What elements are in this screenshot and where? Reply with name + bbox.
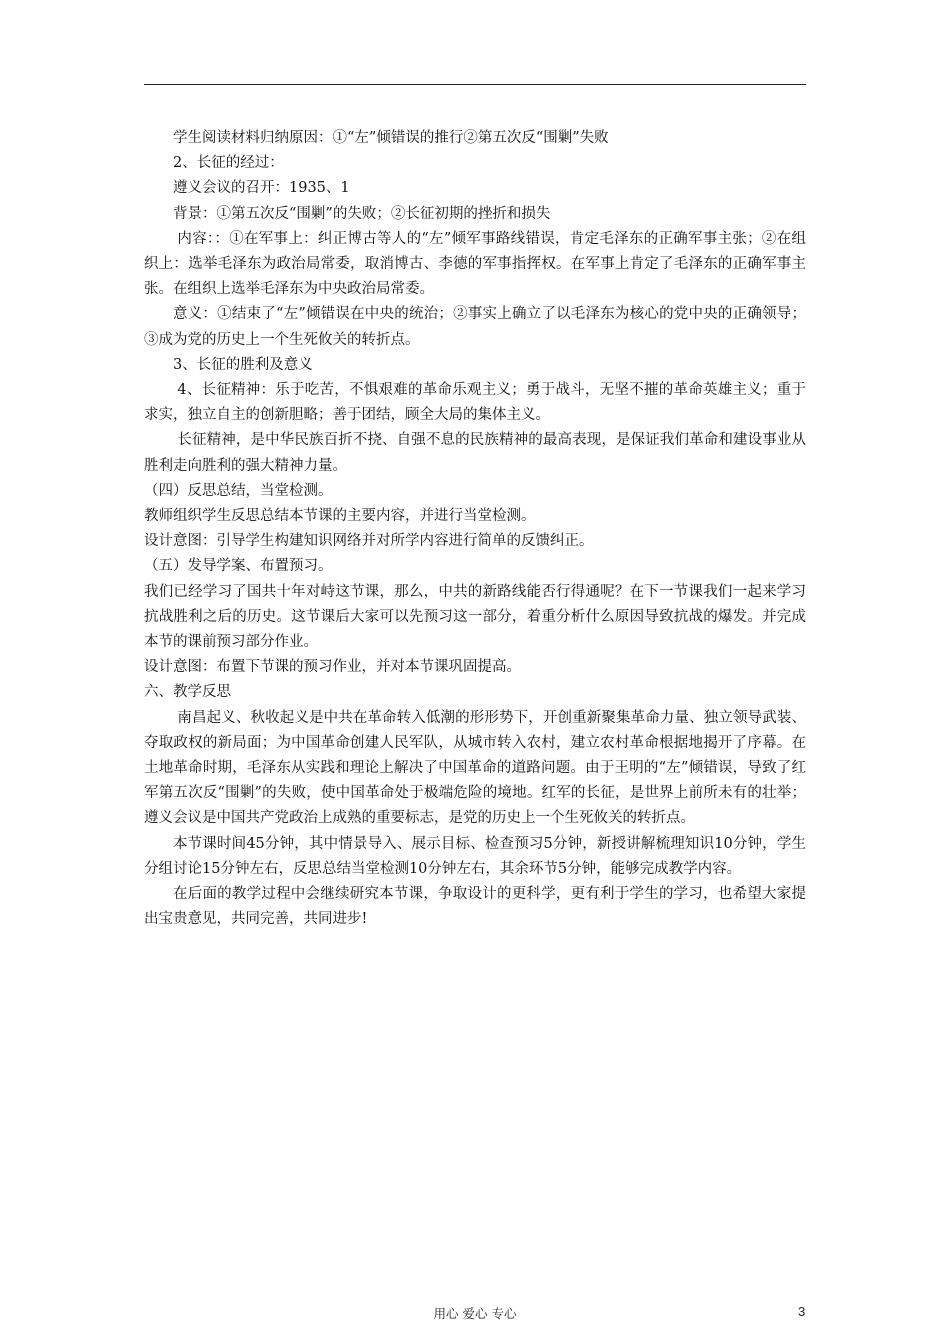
paragraph: 2、长征的经过： — [173, 155, 284, 172]
page-number: 3 — [798, 1304, 806, 1319]
paragraph: 设计意图：布置下节课的预习作业，并对本节课巩固提高。 — [144, 659, 521, 676]
paragraph: 背景：①第五次反“围剿”的失败；②长征初期的挫折和损失 — [173, 205, 551, 222]
paragraph: 设计意图：引导学生构建知识网络并对所学内容进行简单的反馈纠正。 — [144, 533, 594, 550]
paragraph: 长征精神，是中华民族百折不挠、自强不息的民族精神的最高表现，是保证我们革命和建设事业从胜利走向胜利的强大精神力量。 — [144, 432, 806, 474]
document-body — [144, 126, 806, 933]
paragraph: 意义：①结束了“左”倾错误在中央的统治；②事实上确立了以毛泽东为核心的党中央的正确领导；③成为党的历史上一个生死攸关的转折点。 — [144, 306, 806, 348]
paragraph: 遵义会议的召开：1935、1 — [173, 180, 350, 197]
paragraph: 3、长征的胜利及意义 — [173, 356, 313, 373]
paragraph: 在后面的教学过程中会继续研究本节课，争取设计的更科学，更有利于学生的学习，也希望大家提出宝贵意见，共同完善，共同进步! — [144, 886, 806, 928]
paragraph: 内容：：①在军事上：纠正博古等人的“左”倾军事路线错误，肯定毛泽东的正确军事主张；②在组织上：选举毛泽东为政治局常委，取消博古、李德的军事指挥权。在军事上肯定了毛泽东的正确军事主张。在组织上选举毛泽东为中央政治局常委。 — [144, 230, 806, 298]
footer-slogan: 用心 爱心 专心 — [433, 1306, 517, 1321]
section-heading: （四）反思总结，当堂检测。 — [144, 482, 333, 499]
paragraph: 我们已经学习了国共十年对峙这节课，那么，中共的新路线能否行得通呢？在下一节课我们一起来学习抗战胜利之后的历史。这节课后大家可以先预习这一部分，着重分析什么原因导致抗战的爆发。并完成本节的课前预习部分作业。 — [144, 583, 806, 651]
section-heading: （五）发导学案、布置预习。 — [144, 558, 333, 575]
paragraph: 本节课时间45分钟，其中情景导入、展示目标、检查预习5分钟，新授讲解梳理知识10分钟，学生分组讨论15分钟左右，反思总结当堂检测10分钟左右，其余环节5分钟，能够完成教学内容。 — [144, 835, 806, 877]
paragraph: 学生阅读材料归纳原因：①“左”倾错误的推行②第五次反“围剿”失败 — [173, 130, 609, 146]
section-heading: 六、教学反思 — [144, 684, 231, 701]
header-rule — [144, 84, 806, 85]
paragraph: 4、长征精神：乐于吃苦，不惧艰难的革命乐观主义；勇于战斗，无坚不摧的革命英雄主义；重于求实，独立自主的创新胆略；善于团结，顾全大局的集体主义。 — [144, 382, 806, 424]
paragraph: 南昌起义、秋收起义是中共在革命转入低潮的形形势下，开创重新聚集革命力量、独立领导武装、夺取政权的新局面；为中国革命创建人民军队，从城市转入农村，建立农村革命根据地揭开了序幕。在土地革命时期，毛泽东从实践和理论上解决了中国革命的道路问题。由于王明的“左”倾错误，导致了红军第五次反“围剿”的失败，使中国革命处于极端危险的境地。红军的长征，是世界上前所未有的壮举；遵义会议是中国共产党政治上成熟的重要标志，是党的历史上一个生死攸关的转折点。 — [144, 709, 806, 827]
paragraph: 教师组织学生反思总结本节课的主要内容，并进行当堂检测。 — [144, 508, 536, 525]
